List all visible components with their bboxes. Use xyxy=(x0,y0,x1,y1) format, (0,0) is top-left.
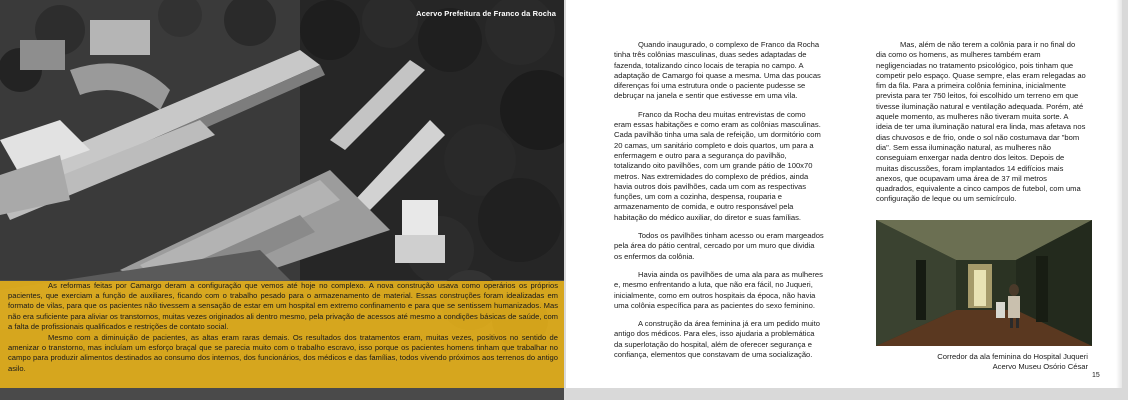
corridor-photo xyxy=(876,220,1092,346)
body-paragraph: Quando inaugurado, o complexo de Franco da Rocha tinha três colônias masculinas, duas sedes adaptadas de fazenda, totalizando cinco locais de terapia no campo. A adaptação de Camargo foi quase a mesma. Uma das poucas diferenças foi uma estrutura onde o paciente pudesse se debruçar na janela e sentir que estivesse em uma vila. xyxy=(614,40,821,101)
body-paragraph: Todos os pavilhões tinham acesso ou eram margeados pela área do pátio central, cercado por um muro que dividia os enfermos da colônia. xyxy=(614,231,824,261)
right-page xyxy=(566,0,1122,388)
page-edge-shadow xyxy=(1116,0,1122,388)
page-number: 15 xyxy=(1092,372,1100,379)
body-paragraph: Havia ainda os pavilhões de uma ala para as mulheres e, mesmo enfrentando a luta, que não era fácil, no Juqueri, inicialmente, como em outros hospitais da época, não havia uma colônia específica para as pacientes do sexo feminino. xyxy=(614,269,823,310)
caption-box xyxy=(0,281,564,388)
caption-paragraph: Mesmo com a diminuição de pacientes, as altas eram raras demais. Os resultados dos tratamentos eram, muitas vezes, positivos no sentido de amenizar o transtorno, mas incluíam um esforço braçal que se parecia muito com o trabalho escravo, isso porque os pacientes homens tinham que trabalhar no campo para produzir alimentos destinados ao consumo dos internos, dos funcionários, dos médicos e das famílias, todos vivendo próximos aos terrenos do antigo asilo. xyxy=(8,333,558,373)
photo-caption xyxy=(876,352,1088,372)
text-column-2 xyxy=(876,40,1086,213)
body-paragraph: Mas, além de não terem a colônia para ir no final do dia como os homens, as mulheres também eram negligenciadas no tratamento psicológico, pois tinham que competir pelo espaço. Quase sempre, elas eram relegadas ao fim da fila. Para a primeira colônia feminina, inicialmente prevista para ter 750 leitos, foi escolhido um terreno em que tivesse iluminação natural e ventilação adequada. Porém, até aquele momento, as mulheres não tiveram muita sorte. A ideia de ter uma iluminação natural era linda, mas afetava nos dias chuvosos e de frio, onde o sol não costumava dar "bom dia". Sem essa iluminação natural, as mulheres não conseguiam enxergar nada dentro dos leitos. Depois de muitas discussões, foram implantados 14 edifícios mais anexos, que ocupavam uma área de 37 mil metros quadrados, equivalente a cinco campos de futebol, com uma configuração de leque ou um semicírculo. xyxy=(876,40,1086,204)
text-column-1 xyxy=(614,40,824,368)
body-paragraph: A construção da área feminina já era um pedido muito antigo dos médicos. Para eles, isso ajudaria a problemática da superlotação do hospital, além de oferecer segurança e confiança, elementos que constavam de uma socialização. xyxy=(614,319,820,360)
photo-caption-title: Corredor da ala feminina do Hospital Juqueri xyxy=(937,352,1088,361)
body-paragraph: Franco da Rocha deu muitas entrevistas de como eram essas habitações e como eram as colônias masculinas. Cada pavilhão tinha uma sala de refeição, um dormitório com 20 camas, um sanitário completo e dois quartos, um para a enfermagem e outro para a segurança do pavilhão, totalizando oito pavilhões, com um grande pátio de 100x70 metros. Nas extremidades do complexo de prédios, ainda havia outros dois pavilhões, cada um com as respectivas funções, um com a cozinha, despensa, rouparia e armazenamento de comida, e outro responsável pela habitação do médico auxiliar, do diretor e suas famílias. xyxy=(614,109,821,222)
caption-paragraph: As reformas feitas por Camargo deram a configuração que vemos até hoje no complexo. A nova construção usava como operários os próprios pacientes, que exerciam a função de auxiliares, ficando com o trabalho pesado para o armazenamento de material. Essas construções foram idealizadas em formato de vilas, para que os pacientes não tivessem a sensação de estar em um hospital em extremo confinamento e para que se sentissem humanizados. Mas não era suficiente para aliviar os transtornos, muitas vezes originados ali dentro mesmo, pela privação de acessos até mesmo a condições básicas de saúde, com a falta de profissionais qualificados e restrições de contato social. xyxy=(8,281,558,331)
photo-caption-credit: Acervo Museu Osório César xyxy=(992,362,1088,372)
photo-credit: Acervo Prefeitura de Franco da Rocha xyxy=(416,9,556,18)
